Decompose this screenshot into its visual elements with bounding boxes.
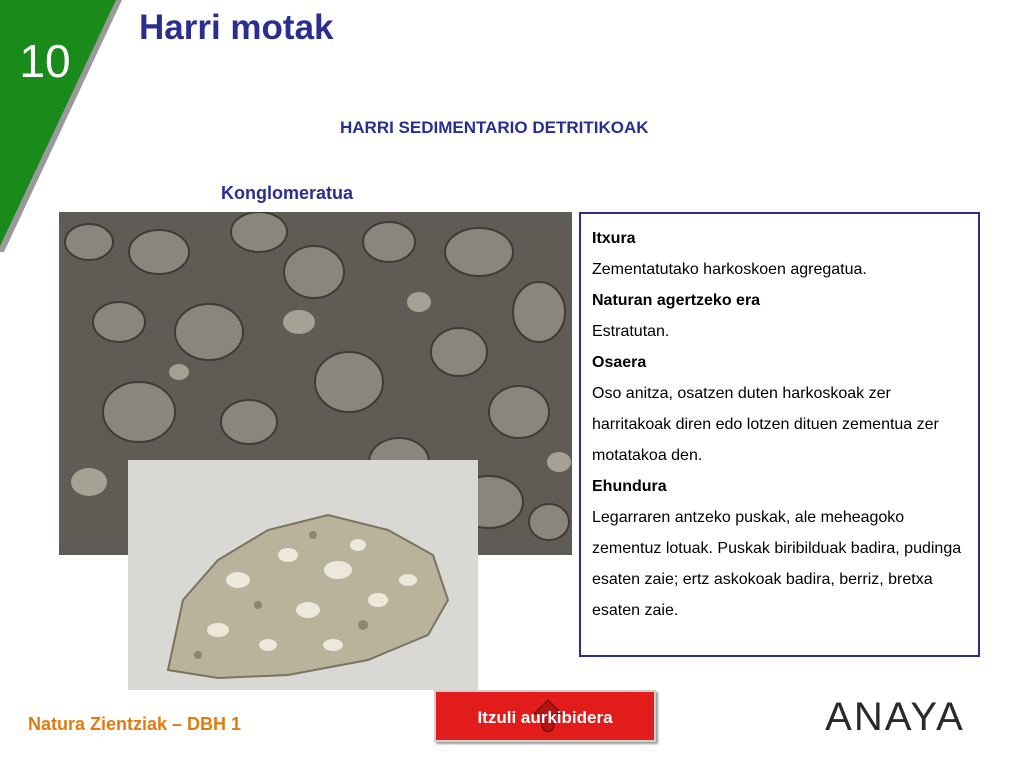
- rock-name: Konglomeratua: [221, 183, 354, 203]
- text-composition: Oso anitza, osatzen duten harkoskoak zer harritakoak diren edo lotzen dituen zementua zer motatakoa den.: [592, 385, 939, 464]
- text-occurrence: Estratutan.: [592, 323, 670, 340]
- page-title: Harri motak: [139, 8, 334, 47]
- description-box: [579, 212, 980, 657]
- section-title: HARRI SEDIMENTARIO DETRITIKOAK: [340, 118, 649, 137]
- conglomerate-sample-photo: [128, 460, 478, 690]
- heading-texture: Ehundura: [592, 478, 667, 495]
- anaya-logo: [822, 694, 968, 736]
- heading-occurrence: Naturan agertzeko era: [592, 292, 761, 309]
- unit-number: 10: [19, 35, 71, 87]
- heading-appearance: Itxura: [592, 230, 636, 247]
- course-name: Natura Zientziak – DBH 1: [28, 714, 242, 734]
- text-texture: Legarraren antzeko puskak, ale meheagoko zementuz lotuak. Puskak biribilduak badira, pudinga esaten zaie; ertz askokoak badira, berriz, bretxa esaten zaie.: [592, 509, 962, 619]
- heading-composition: Osaera: [592, 354, 647, 371]
- back-to-index-button[interactable]: [434, 690, 656, 742]
- back-to-index-label: Itzuli aurkibidera: [477, 708, 613, 727]
- logo-text: ANAYA: [825, 695, 965, 736]
- text-appearance: Zementatutako harkoskoen agregatua.: [592, 261, 867, 278]
